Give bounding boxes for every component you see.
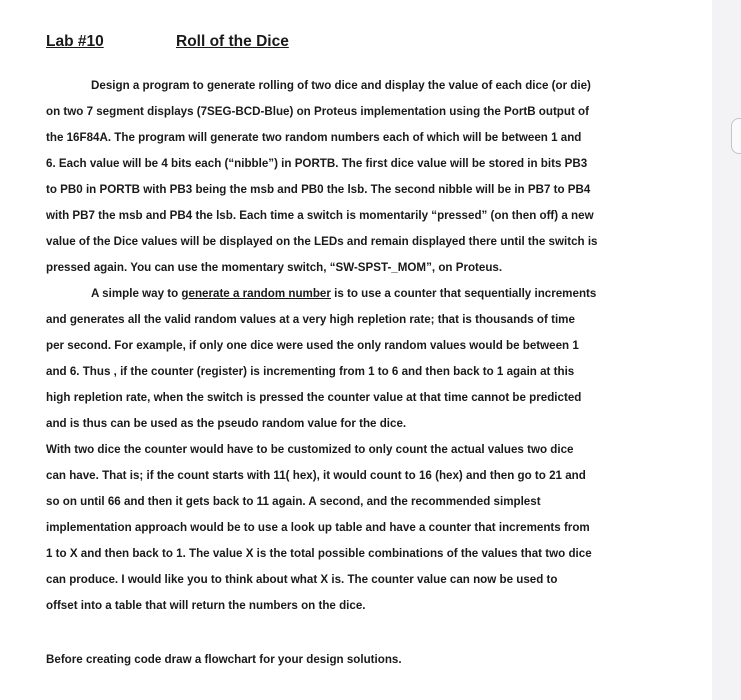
text-line: With two dice the counter would have to be customized to only count the actual values two dice	[46, 443, 574, 456]
text-line: the 16F84A. The program will generate two random numbers each of which will be between 1 and	[46, 131, 582, 144]
text-line	[46, 281, 656, 307]
random-number-link[interactable]: generate a random number	[181, 287, 331, 300]
document-body	[46, 73, 656, 673]
text-line: to PB0 in PORTB with PB3 being the msb and PB0 the lsb. The second nibble will be in PB7 to PB4	[46, 183, 591, 196]
text-line: implementation approach would be to use a look up table and have a counter that increments from	[46, 521, 590, 534]
side-panel	[712, 0, 741, 700]
text-line: per second. For example, if only one dice were used the only random values would be between 1	[46, 339, 579, 352]
text-line: on two 7 segment displays (7SEG-BCD-Blue) on Proteus implementation using the PortB output of	[46, 105, 589, 118]
text-line: and 6. Thus , if the counter (register) is incrementing from 1 to 6 and then back to 1 again at this	[46, 365, 575, 378]
lab-number: Lab #10	[46, 33, 104, 50]
closing-paragraph	[46, 647, 656, 673]
text-line: can have. That is; if the count starts with 11( hex), it would count to 16 (hex) and then go to 21 and	[46, 469, 586, 482]
paragraph-3	[46, 437, 656, 619]
text-segment: A simple way to	[91, 287, 182, 300]
text-line: and is thus can be used as the pseudo random value for the dice.	[46, 417, 407, 430]
title-row	[46, 33, 289, 51]
paragraph-2	[46, 281, 656, 437]
text-line: and generates all the valid random values at a very high repletion rate; that is thousands of time	[46, 313, 575, 326]
text-line: with PB7 the msb and PB4 the lsb. Each time a switch is momentarily “pressed” (on then off) a new	[46, 209, 594, 222]
text-line: 1 to X and then back to 1. The value X is the total possible combinations of the values that two dice	[46, 547, 592, 560]
text-line: Design a program to generate rolling of two dice and display the value of each dice (or die)	[91, 79, 591, 92]
document-title: Roll of the Dice	[176, 33, 289, 50]
paragraph-1	[46, 73, 656, 281]
text-line: offset into a table that will return the numbers on the dice.	[46, 599, 366, 612]
text-line: 6. Each value will be 4 bits each (“nibble”) in PORTB. The first dice value will be stored in bits PB3	[46, 157, 588, 170]
text-segment: is to use a counter that sequentially increments	[330, 287, 597, 300]
text-line: high repletion rate, when the switch is pressed the counter value at that time cannot be predicted	[46, 391, 582, 404]
side-panel-tab[interactable]	[731, 118, 741, 154]
closing-line: Before creating code draw a flowchart for your design solutions.	[46, 653, 402, 666]
text-line: pressed again. You can use the momentary switch, “SW-SPST-_MOM”, on Proteus.	[46, 261, 503, 274]
text-line: value of the Dice values will be displayed on the LEDs and remain displayed there until the switch is	[46, 235, 598, 248]
spacer	[46, 619, 656, 647]
text-line: so on until 66 and then it gets back to 11 again. A second, and the recommended simplest	[46, 495, 541, 508]
text-line: can produce. I would like you to think about what X is. The counter value can now be used to	[46, 573, 558, 586]
